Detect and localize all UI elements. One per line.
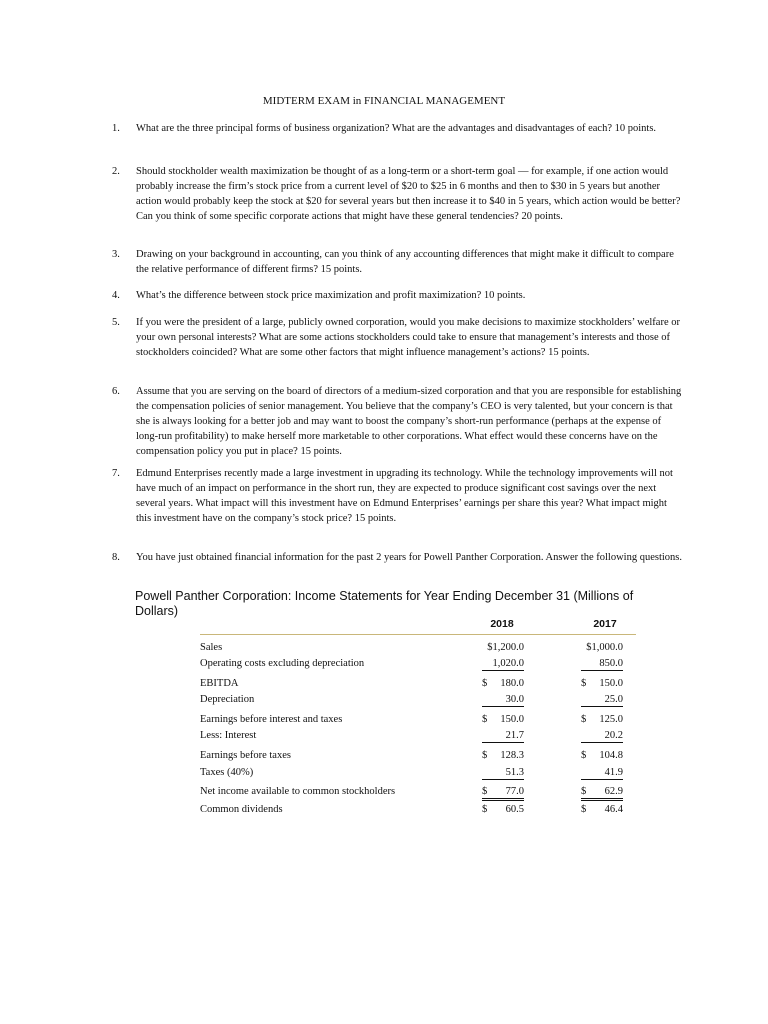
question-text: You have just obtained financial information for the past 2 years for Powell Panther Corporation. Answer the following questions. <box>136 552 682 563</box>
value-2018 <box>482 712 524 726</box>
row-label: Earnings before interest and taxes <box>200 714 343 725</box>
question-number: 6. <box>112 386 120 397</box>
row-label: Net income available to common stockholders <box>200 786 396 797</box>
amount: 180.0 <box>500 678 524 689</box>
currency-sign: $ <box>581 750 587 761</box>
question-text: Drawing on your background in accounting, can you think of any accounting differences that might make it difficult to compare the relative performance of different firms? 15 points. <box>136 249 674 275</box>
question-number: 5. <box>112 317 120 328</box>
amount: $1,000.0 <box>586 642 623 653</box>
statement-row-dividends <box>200 802 636 817</box>
value-2018 <box>482 656 524 671</box>
column-header-2018: 2018 <box>490 618 514 630</box>
statement-row-interest <box>200 728 636 743</box>
question-number: 8. <box>112 552 120 563</box>
amount: $1,200.0 <box>487 642 524 653</box>
question-number: 7. <box>112 468 120 479</box>
row-label: Taxes (40%) <box>200 767 254 778</box>
row-label: Earnings before taxes <box>200 750 291 761</box>
income-statement-title: Powell Panther Corporation: Income Statements for Year Ending December 31 (Millions of Dollars) <box>135 589 634 618</box>
value-2017 <box>581 802 623 816</box>
question-number: 3. <box>112 249 120 260</box>
question-text: What are the three principal forms of business organization? What are the advantages and disadvantages of each? 10 points. <box>136 123 657 134</box>
question-text: What’s the difference between stock price maximization and profit maximization? 10 points. <box>136 290 526 301</box>
statement-row-ebt <box>200 748 636 763</box>
amount: 104.8 <box>599 750 623 761</box>
amount: 25.0 <box>604 694 623 705</box>
amount: 20.2 <box>604 730 623 741</box>
currency-sign: $ <box>482 804 488 815</box>
statement-row-sales <box>200 640 636 655</box>
amount: 850.0 <box>599 658 623 669</box>
currency-sign: $ <box>581 714 587 725</box>
statement-row-depreciation <box>200 692 636 707</box>
currency-sign: $ <box>482 786 488 797</box>
value-2017 <box>581 676 623 690</box>
row-label: Sales <box>200 642 223 653</box>
value-2017 <box>581 728 623 743</box>
currency-sign: $ <box>482 678 488 689</box>
question-number: 2. <box>112 166 120 177</box>
value-2017 <box>581 692 623 707</box>
amount: 30.0 <box>505 694 524 705</box>
currency-sign: $ <box>482 750 488 761</box>
value-2018 <box>482 802 524 816</box>
currency-sign: $ <box>581 786 587 797</box>
value-2017 <box>581 640 623 654</box>
row-label: Common dividends <box>200 804 283 815</box>
question-text: Assume that you are serving on the board of directors of a medium-sized corporation and that you are responsible for establishing the compensation policies of senior management. You believe that the company’s CEO is very talented, but your concern is that she is always looking for a better job and may want to boost the company’s short-run performance (perhaps at the expense of long-run profitability) to make herself more marketable to other corporations. What effect would these concerns have on the compensation policy you put in place? 15 points. <box>136 386 682 457</box>
amount: 51.3 <box>505 767 524 778</box>
value-2018 <box>482 728 524 743</box>
row-label: Operating costs excluding depreciation <box>200 658 365 669</box>
question-text: Edmund Enterprises recently made a large investment in upgrading its technology. While the technology improvements will not have much of an impact on performance in the short run, they are expected to produce significant cost savings over the next several years. What impact will this investment have on Edmund Enterprises’ earnings per share this year? What impact might this investment have on the company’s stock price? 15 points. <box>136 468 673 524</box>
question-number: 1. <box>112 123 120 134</box>
amount: 62.9 <box>604 786 623 797</box>
value-2017 <box>581 784 623 801</box>
column-header-2017: 2017 <box>593 618 617 630</box>
question-text: If you were the president of a large, publicly owned corporation, would you make decisions to maximize stockholders’ welfare or your own personal interests? What are some actions stockholders could take to ensure that management’s interests and those of stockholders coincided? What are some other factors that might influence management’s actions? 15 points. <box>136 317 680 358</box>
statement-row-net-income <box>200 784 636 799</box>
statement-row-taxes <box>200 765 636 780</box>
amount: 128.3 <box>500 750 524 761</box>
statement-row-operating-costs <box>200 656 636 671</box>
value-2017 <box>581 765 623 780</box>
row-label: Less: Interest <box>200 730 257 741</box>
amount: 41.9 <box>604 767 623 778</box>
value-2018 <box>482 676 524 690</box>
value-2018 <box>482 692 524 707</box>
value-2017 <box>581 656 623 671</box>
currency-sign: $ <box>581 678 587 689</box>
value-2017 <box>581 748 623 762</box>
question-number: 4. <box>112 290 120 301</box>
currency-sign: $ <box>581 804 587 815</box>
amount: 150.0 <box>500 714 524 725</box>
amount: 1,020.0 <box>492 658 524 669</box>
value-2018 <box>482 784 524 801</box>
header-divider <box>200 634 636 635</box>
amount: 150.0 <box>599 678 623 689</box>
amount: 125.0 <box>599 714 623 725</box>
value-2017 <box>581 712 623 726</box>
value-2018 <box>482 640 524 654</box>
statement-row-ebitda <box>200 676 636 691</box>
currency-sign: $ <box>482 714 488 725</box>
statement-row-ebit <box>200 712 636 727</box>
amount: 77.0 <box>505 786 524 797</box>
amount: 60.5 <box>505 804 524 815</box>
amount: 21.7 <box>505 730 524 741</box>
question-text: Should stockholder wealth maximization be thought of as a long-term or a short-term goal — for example, if one action would probably increase the firm’s stock price from a current level of $20 to $25 in 6 months and then to $30 in 5 years but another action would probably keep the stock at $20 for several years but then increase it to $40 in 5 years, which action would be better? Can you think of some specific corporate actions that might have these general tendencies? 20 points. <box>136 166 681 222</box>
row-label: EBITDA <box>200 678 239 689</box>
value-2018 <box>482 748 524 762</box>
row-label: Depreciation <box>200 694 255 705</box>
value-2018 <box>482 765 524 780</box>
page-title: MIDTERM EXAM in FINANCIAL MANAGEMENT <box>262 95 506 107</box>
amount: 46.4 <box>604 804 623 815</box>
